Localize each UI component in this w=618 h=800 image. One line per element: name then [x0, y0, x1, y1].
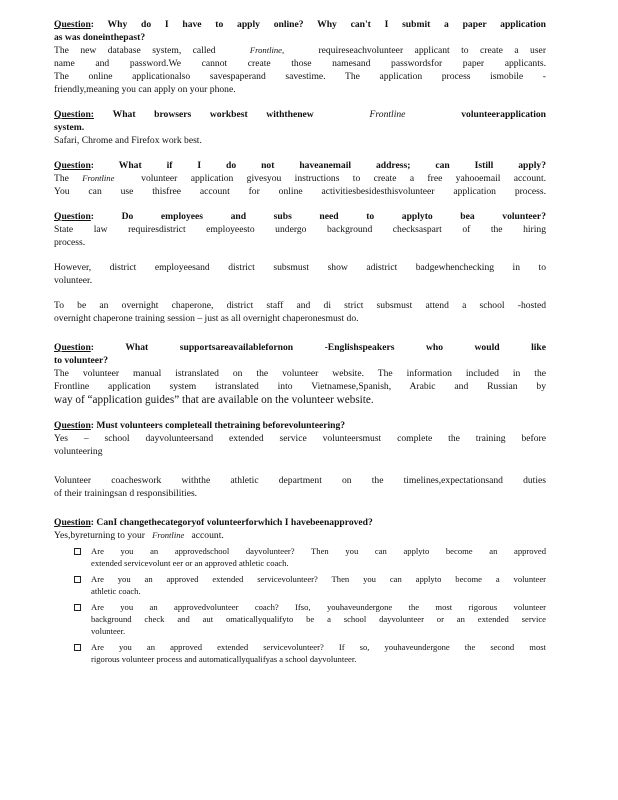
list-item: Are you an approved extended servicevolunteer? Then you can applyto become a volunteer athletic coach. — [54, 573, 546, 597]
question-label: Question — [54, 342, 91, 353]
answer: The volunteer manual istranslated on the volunteer website. The information included in the Frontline application system istranslated into Vietnamese,Spanish, Arabic and Russian by way of “application guides” that are available on the volunteer website. — [54, 368, 546, 406]
square-bullet-icon — [74, 644, 81, 651]
faq-item-non-english — [54, 341, 546, 407]
answer: Safari, Chrome and Firefox work best. — [54, 135, 202, 146]
faq-item-employees — [54, 210, 546, 249]
paragraph-badge: However, district employeesand district subsmust show adistrict badgewhenchecking in to volunteer. — [54, 262, 546, 286]
faq-item-email — [54, 159, 546, 198]
question: Question: Must volunteers completeall thetraining beforevolunteering? — [54, 420, 346, 431]
question: Question: Why do I have to apply online? Why can't I submit a paper application as was doneinthepast? — [54, 19, 546, 43]
answer: State law requiresdistrict employeesto undergo background checksaspart of the hiring process. — [54, 224, 546, 248]
square-bullet-icon — [74, 548, 81, 555]
question: Question: CanI changethecategoryof volunteerforwhich I havebeenapproved? — [54, 517, 373, 528]
question-label: Question: — [54, 109, 94, 120]
question-label: Question — [54, 160, 91, 171]
list-item: Are you an approved extended servicevolunteer? If so, youhaveundergone the second most rigorous volunteer process and automaticallyqualifyas a school dayvolunteer. — [54, 641, 546, 665]
answer: The Frontline volunteer application givesyou instructions to create a free yahooemail account. You can use thisfree account for online activitiesbesidesthisvolunteer application process. — [54, 173, 547, 197]
answer: Yes,byreturning to your Frontline account. Are you an approvedschool dayvolunteer? Then you can applyto become an approved extended servicevolunt eer or an approved athletic coach. Are you an approved extended servicevolunteer? Then you can applyto become a volunteer athletic coach. Are you an approvedvolunteer coach? Ifso, youhaveundergone the most rigorous volunteer background check and aut omaticallyqualifyto be a school dayvolunteer or an extended service volunteer. Are you an approved extended servicevolunteer? If so, youhaveundergone the second most rigorous volunteer process and automaticallyqualifyas a school dayvolunteer. — [54, 530, 546, 664]
answer: Yes – school dayvolunteersand extended service volunteersmust complete the training before volunteering — [54, 433, 546, 457]
square-bullet-icon — [74, 576, 81, 583]
list-item: Are you an approvedschool dayvolunteer? Then you can applyto become an approved extended servicevolunt eer or an approved athletic coach. — [54, 545, 546, 569]
square-bullet-icon — [74, 604, 81, 611]
question: Question: What supportsareavailablefornon -Englishspeakers who would like to volunteer? — [54, 342, 546, 366]
question: Question: What if I do not haveanemail address; can Istill apply? — [54, 160, 546, 171]
faq-item-training — [54, 419, 546, 458]
question-label: Question — [54, 420, 91, 431]
category-bullet-list — [54, 545, 546, 665]
question-label: Question — [54, 517, 91, 528]
question: Question: What browsers workbest withthenew Frontline volunteerapplication system. — [54, 109, 546, 133]
answer: The new database system, called Frontline, requireseachvolunteer applicant to create a user name and password.We cannot create those namesand passwordsfor paper applicants. The online applicationalso savespaperand savestime. The application process ismobile - friendly,meaning you can apply on your phone. — [54, 45, 547, 95]
faq-item-apply-online — [54, 18, 546, 96]
frontline-name: Frontline, — [249, 45, 285, 55]
paragraph-coaches: Volunteer coacheswork withthe athletic department on the timelines,expectationsand duties of their trainingsan d responsibilities. — [54, 475, 546, 499]
question-label: Question — [54, 211, 91, 222]
document-page — [54, 18, 546, 677]
question: Question: Do employees and subs need to applyto bea volunteer? — [54, 211, 546, 222]
frontline-name: Frontline — [152, 530, 185, 540]
frontline-name: Frontline — [82, 173, 115, 183]
faq-item-browsers — [54, 108, 546, 147]
paragraph-chaperone: To be an overnight chaperone, district staff and di strict subsmust attend a school -hosted overnight chaperone training session – just as all overnight chaperonesmust do. — [54, 300, 546, 324]
list-item: Are you an approvedvolunteer coach? Ifso, youhaveundergone the most rigorous volunteer background check and aut omaticallyqualifyto be a school dayvolunteer or an extended service volunteer. — [54, 601, 546, 637]
question-label: Question — [54, 19, 91, 30]
faq-item-change-category — [54, 516, 546, 665]
